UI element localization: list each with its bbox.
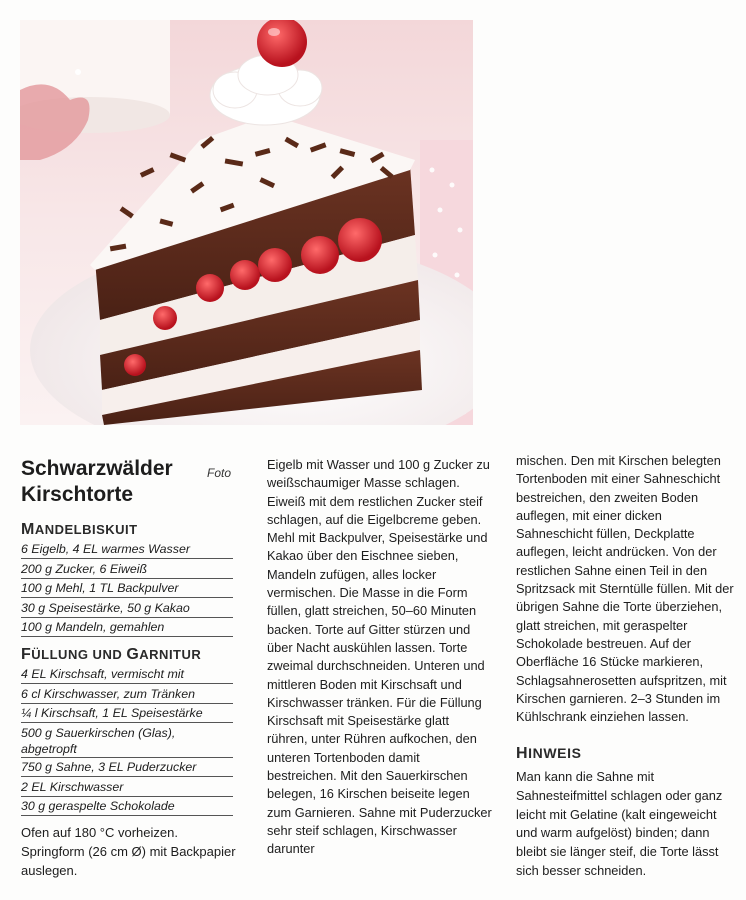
section-heading-initial: F <box>21 646 32 663</box>
ingredient-item: 30 g Speisestärke, 50 g Kakao <box>21 600 233 618</box>
ingredient-item: 2 EL Kirschwasser <box>21 779 233 797</box>
ingredient-item: 100 g Mehl, 1 TL Backpulver <box>21 580 233 598</box>
ingredient-item: 6 Eigelb, 4 EL warmes Wasser <box>21 541 233 559</box>
oven-instructions: Ofen auf 180 °C vorheizen. Springform (26 cm Ø) mit Backpapier auslegen. <box>21 825 236 878</box>
ingredient-list-fuellung <box>21 666 233 818</box>
hint-heading-rest: INWEIS <box>528 745 582 761</box>
instructions-column-2: mischen. Den mit Kirschen belegten Tortenboden mit einer Sahneschicht bestreichen, den zweiten Boden auflegen, mit einer dicken Sahneschicht füllen, Deckplatte auflegen, leicht andrücken. Von der restlichen Sahne einen Teil in den Spritzsack mit Sterntülle füllen. Mit der übrigen Sahne die Torte überziehen, glatt streichen, mit geraspelter Schokolade bestreuen. Auf der Oberfläche 16 Stücke markieren, Schlagsahnerosetten aufspritzen, mit Kirschen garnieren. 2–3 Stunden im Kühlschrank einziehen lassen. <box>516 453 734 725</box>
section-heading-rest: ANDELBISKUIT <box>34 522 138 537</box>
ingredient-item: ¼ l Kirschsaft, 1 EL Speisestärke <box>21 705 233 723</box>
hint-heading-initial: H <box>516 745 529 762</box>
hint-heading <box>516 745 582 763</box>
ingredient-item: 6 cl Kirschwasser, zum Tränken <box>21 686 233 704</box>
ingredient-item: 100 g Mandeln, gemahlen <box>21 619 233 637</box>
instructions-column-1: Eigelb mit Wasser und 100 g Zucker zu weißschaumiger Masse schlagen. Eiweiß mit dem restlichen Zucker steif schlagen, auf die Eigelbcreme geben. Mehl mit Backpulver, Speisestärke und Kakao über den Eischnee sieben, Mandeln zufügen, alles locker vermischen. Die Masse in die Form füllen, glatt streichen, 50–60 Minuten backen. Torte auf Gitter stürzen und über Nacht auskühlen lassen. Torte zweimal durchschneiden. Unteren und mittleren Boden mit Kirschsaft und Kirschwasser tränken. Für die Füllung Kirschsaft mit Speisestärke glatt rühren, unter Rühren aufkochen, den unteren Tortenboden damit bestreichen. Mit den Sauerkirschen belegen, 16 Kirschen beiseite legen zum Garnieren. Sahne mit Puderzucker sehr steif schlagen, Kirschwasser darunter <box>267 457 492 857</box>
cake-photo <box>20 20 473 425</box>
ingredient-item: 30 g geraspelte Schokolade <box>21 798 233 816</box>
recipe-title-line1: Schwarzwälder <box>21 457 173 480</box>
recipe-title <box>21 456 221 508</box>
section-heading-fuellung-garnitur <box>21 646 233 664</box>
ingredient-list-mandelbiskuit <box>21 541 233 639</box>
section-heading-initial: M <box>21 521 35 538</box>
section-heading-initial: G <box>126 646 140 663</box>
ingredient-item: 4 EL Kirschsaft, vermischt mit <box>21 666 233 684</box>
foto-label: Foto <box>207 466 232 480</box>
hint-text: Man kann die Sahne mit Sahnesteifmittel schlagen oder ganz leicht mit Gelatine (kalt eingeweicht und warm aufgelöst) binden; dann bleibt sie länger steif, die Torte lässt sich besser schneiden. <box>516 769 723 878</box>
ingredient-item: 500 g Sauerkirschen (Glas), abgetropft <box>21 725 233 758</box>
section-heading-rest: ÜLLUNG UND <box>31 647 127 662</box>
section-heading-rest: ARNITUR <box>139 647 202 662</box>
ingredient-item: 200 g Zucker, 6 Eiweiß <box>21 561 233 579</box>
section-heading-mandelbiskuit <box>21 521 233 539</box>
ingredient-item: 750 g Sahne, 3 EL Puderzucker <box>21 759 233 777</box>
recipe-title-line2: Kirschtorte <box>21 483 134 506</box>
